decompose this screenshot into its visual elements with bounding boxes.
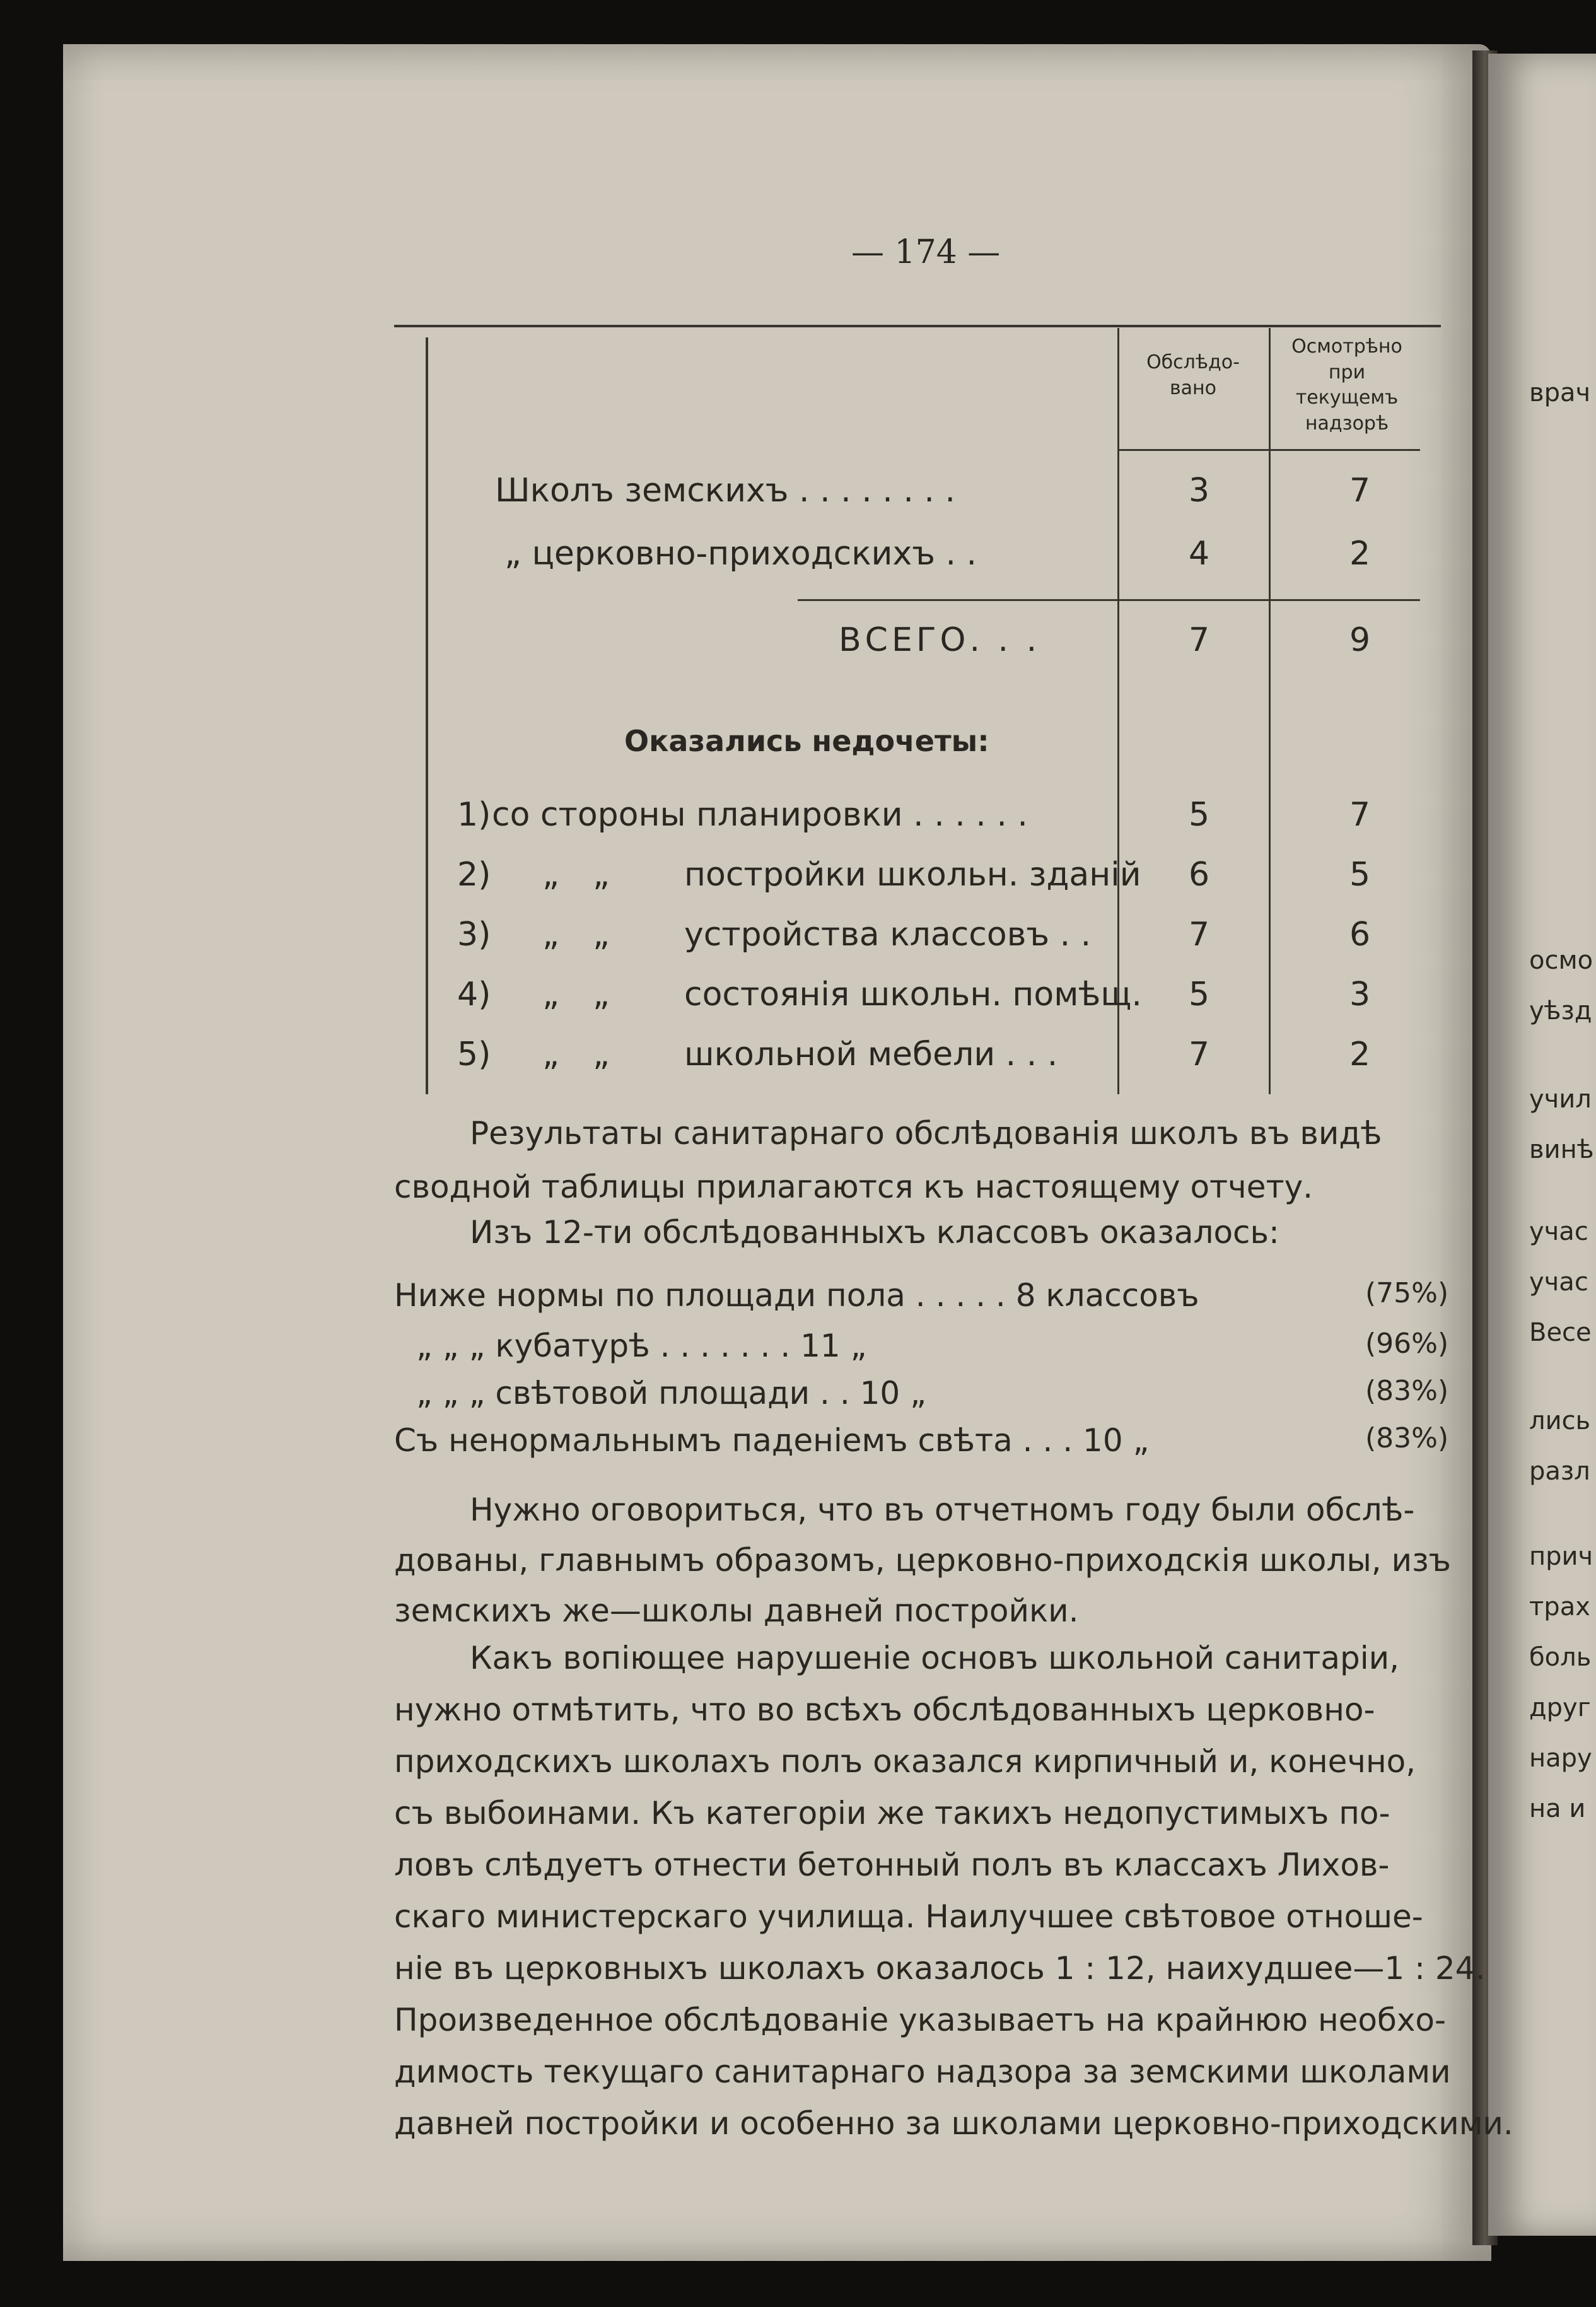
- right-page-fragment: Весе: [1529, 1318, 1592, 1347]
- defect-value-b: 3: [1349, 976, 1371, 1013]
- paragraph-conclusion-line: съ выбоинами. Къ категоріи же такихъ недопустимыхъ по-: [394, 1795, 1390, 1831]
- table-col-rule-2: [1269, 328, 1271, 1094]
- row-label-parish: „ церковно-приходскихъ . .: [504, 535, 977, 573]
- right-page-fragment: учас: [1529, 1268, 1588, 1297]
- right-page-fragment: боль: [1529, 1643, 1592, 1672]
- ditto-mark: „: [593, 916, 610, 954]
- defect-number: 2): [457, 856, 491, 894]
- defect-label: устройства классовъ . .: [684, 916, 1092, 954]
- defect-number: 5): [457, 1036, 491, 1073]
- total-value-a: 7: [1189, 621, 1210, 659]
- page-number: — 174 —: [851, 233, 1001, 271]
- table-left-rule: [426, 337, 428, 1094]
- stat-line-label: „ „ „ свѣтовой площади . . 10 „: [416, 1375, 927, 1411]
- right-page-fragment: учил: [1529, 1085, 1592, 1114]
- defect-value-a: 7: [1189, 916, 1210, 954]
- stat-line-label: Ниже нормы по площади пола . . . . . 8 классовъ: [394, 1277, 1199, 1314]
- paragraph-note-line: Нужно оговориться, что въ отчетномъ году были обслѣ-: [470, 1492, 1415, 1528]
- right-page-fragment: винѣ: [1529, 1135, 1594, 1164]
- row-label-zemsky: Школъ земскихъ . . . . . . . .: [495, 472, 955, 510]
- paragraph-conclusion-line: давней постройки и особенно за школами церковно-приходскими.: [394, 2105, 1513, 2142]
- defect-label: со стороны планировки . . . . . .: [492, 796, 1028, 834]
- ditto-mark: „: [593, 856, 610, 894]
- paragraph-conclusion-line: ніе въ церковныхъ школахъ оказалось 1 : 12, наихудшее—1 : 24.: [394, 1950, 1486, 1987]
- stat-line-percent: (83%): [1365, 1375, 1449, 1407]
- stat-line-label: „ „ „ кубатурѣ . . . . . . . 11 „: [416, 1328, 867, 1364]
- defect-value-b: 6: [1349, 916, 1371, 954]
- paragraph-results-line: Результаты санитарнаго обслѣдованія школъ въ видѣ: [470, 1115, 1382, 1152]
- paragraph-note-line: дованы, главнымъ образомъ, церковно-приходскія школы, изъ: [394, 1542, 1452, 1579]
- table-header-rule: [1117, 449, 1420, 451]
- right-page-fragment: осмо: [1529, 946, 1593, 975]
- right-page-fragment: лись: [1529, 1406, 1591, 1435]
- right-page-fragment: на и: [1529, 1794, 1586, 1823]
- right-page-fragment: разл: [1529, 1457, 1590, 1486]
- defect-number: 1): [457, 796, 491, 834]
- paragraph-conclusion-line: приходскихъ школахъ полъ оказался кирпичный и, конечно,: [394, 1743, 1416, 1780]
- defect-number: 3): [457, 916, 491, 954]
- defect-value-b: 2: [1349, 1036, 1371, 1073]
- defect-label: школьной мебели . . .: [684, 1036, 1058, 1073]
- paragraph-conclusion-line: нужно отмѣтить, что во всѣхъ обслѣдованныхъ церковно-: [394, 1691, 1375, 1728]
- row-value-a: 3: [1189, 472, 1210, 510]
- paragraph-conclusion-line: скаго министерскаго училища. Наилучшее свѣтовое отноше-: [394, 1898, 1423, 1935]
- right-page-fragment: уѣзд: [1529, 996, 1592, 1025]
- total-value-b: 9: [1349, 621, 1371, 659]
- paragraph-results-line: сводной таблицы прилагаются къ настоящему отчету.: [394, 1169, 1313, 1205]
- row-value-b: 2: [1349, 535, 1371, 573]
- ditto-mark: „: [542, 856, 559, 894]
- stat-line-percent: (96%): [1365, 1328, 1449, 1360]
- stat-line-label: Съ ненормальнымъ паденіемъ свѣта . . . 10 „: [394, 1422, 1150, 1459]
- defect-number: 4): [457, 976, 491, 1013]
- col-header-examined: Обслѣдо- вано: [1146, 351, 1240, 399]
- paragraph-intro-stats: Изъ 12-ти обслѣдованныхъ классовъ оказалось:: [470, 1214, 1279, 1251]
- right-page-fragment: трах: [1529, 1592, 1590, 1621]
- paragraph-note-line: земскихъ же—школы давней постройки.: [394, 1592, 1079, 1629]
- stat-line-percent: (75%): [1365, 1277, 1449, 1309]
- right-page-fragment: друг: [1529, 1693, 1591, 1722]
- col-header-inspected: Осмотрѣно при текущемъ надзорѣ: [1291, 336, 1402, 435]
- table-top-rule: [394, 325, 1441, 327]
- row-value-a: 4: [1189, 535, 1210, 573]
- defect-label: состоянія школьн. помѣщ.: [684, 976, 1142, 1013]
- defect-value-a: 5: [1189, 796, 1210, 834]
- right-page-fragment: учас: [1529, 1217, 1588, 1246]
- ditto-mark: „: [542, 1036, 559, 1073]
- defect-value-a: 6: [1189, 856, 1210, 894]
- ditto-mark: „: [542, 976, 559, 1013]
- defects-heading: Оказались недочеты:: [624, 724, 989, 758]
- paragraph-conclusion-line: Произведенное обслѣдованіе указываетъ на крайнюю необхо-: [394, 2002, 1447, 2038]
- paragraph-conclusion-line: димость текущаго санитарнаго надзора за земскими школами: [394, 2053, 1451, 2090]
- defect-value-a: 7: [1189, 1036, 1210, 1073]
- right-page-fragment: врач: [1529, 378, 1591, 407]
- book-page-right: [1488, 54, 1596, 2236]
- defect-value-b: 5: [1349, 856, 1371, 894]
- ditto-mark: „: [593, 976, 610, 1013]
- total-label: ВСЕГО. . .: [839, 621, 1041, 659]
- paragraph-conclusion-line: Какъ вопіющее нарушеніе основъ школьной санитаріи,: [470, 1640, 1399, 1676]
- right-page-fragment: прич: [1529, 1542, 1593, 1571]
- defect-value-a: 5: [1189, 976, 1210, 1013]
- defect-label: постройки школьн. зданій: [684, 856, 1141, 894]
- right-page-fragment: нару: [1529, 1744, 1592, 1773]
- ditto-mark: „: [542, 916, 559, 954]
- stat-line-percent: (83%): [1365, 1422, 1449, 1454]
- defect-value-b: 7: [1349, 796, 1371, 834]
- row-value-b: 7: [1349, 472, 1371, 510]
- table-total-rule: [798, 599, 1420, 601]
- ditto-mark: „: [593, 1036, 610, 1073]
- paragraph-conclusion-line: ловъ слѣдуетъ отнести бетонный полъ въ классахъ Лихов-: [394, 1847, 1390, 1883]
